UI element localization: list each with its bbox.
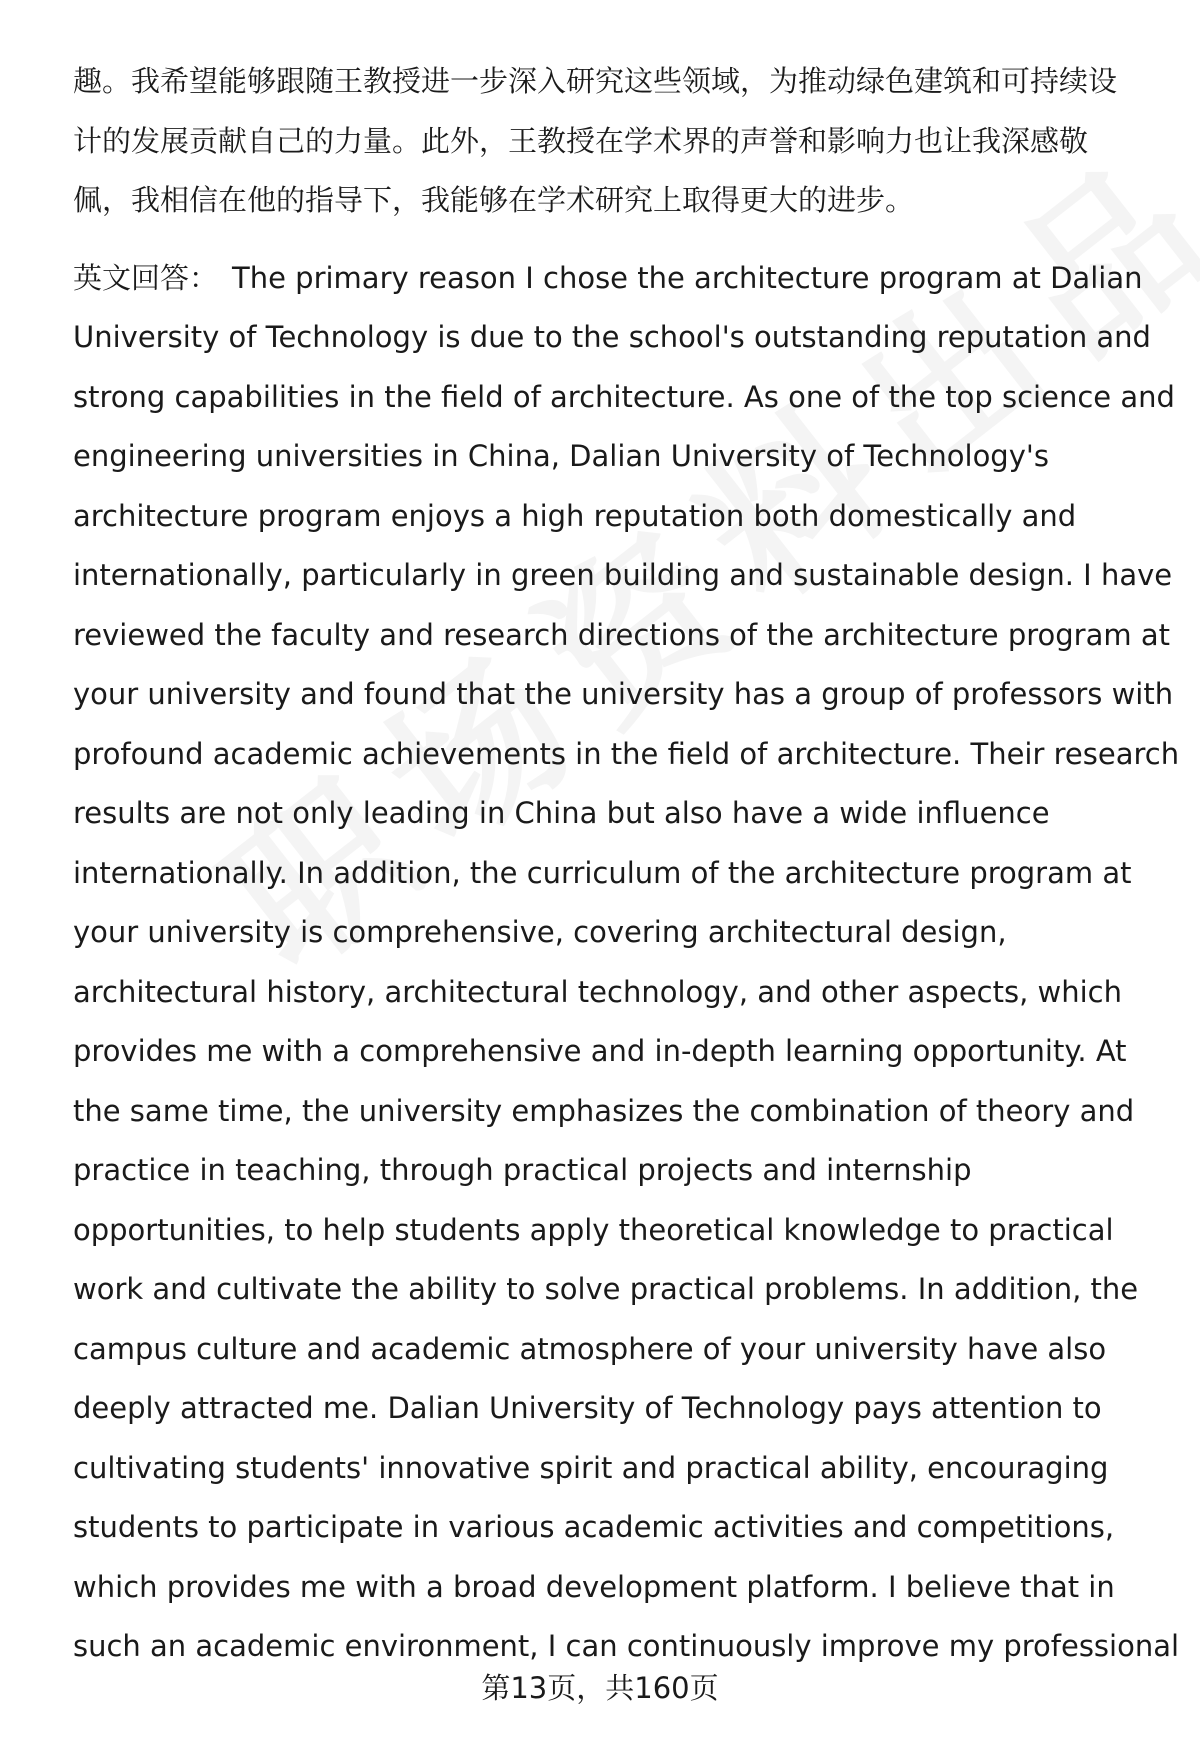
english-answer-label: 英文回答： bbox=[73, 260, 219, 295]
text-line: 计的发展贡献自己的力量。此外，王教授在学术界的声誉和影响力也让我深感敬 bbox=[73, 123, 1089, 158]
text-line: the same time, the university emphasizes the combination of theory and bbox=[73, 1093, 1135, 1128]
text-line: profound academic achievements in the field of architecture. Their research bbox=[73, 736, 1180, 771]
text-line: deeply attracted me. Dalian University of Technology pays attention to bbox=[73, 1391, 1102, 1425]
text-line: opportunities, to help students apply theoretical knowledge to practical bbox=[73, 1212, 1114, 1247]
english-paragraph bbox=[73, 249, 1180, 1677]
text-line: your university is comprehensive, covering architectural design, bbox=[73, 915, 1007, 949]
text-line: engineering universities in China, Dalian University of Technology's bbox=[73, 439, 1049, 473]
text-line: results are not only leading in China but also have a wide influence bbox=[73, 796, 1050, 830]
document-body bbox=[73, 52, 1180, 1677]
text-line: such an academic environment, I can continuously improve my professional bbox=[73, 1629, 1180, 1663]
text-line: 佩，我相信在他的指导下，我能够在学术研究上取得更大的进步。 bbox=[73, 183, 915, 217]
text-line: University of Technology is due to the school's outstanding reputation and bbox=[73, 320, 1151, 354]
text-line: practice in teaching, through practical projects and internship bbox=[73, 1153, 972, 1187]
text-line: strong capabilities in the field of architecture. As one of the top science and bbox=[73, 379, 1175, 414]
text-line: 趣。我希望能够跟随王教授进一步深入研究这些领域，为推动绿色建筑和可持续设 bbox=[73, 64, 1118, 98]
chinese-paragraph bbox=[73, 52, 1153, 231]
text-line: provides me with a comprehensive and in-depth learning opportunity. At bbox=[73, 1034, 1127, 1068]
text-line: work and cultivate the ability to solve practical problems. In addition, the bbox=[73, 1272, 1139, 1306]
text-line: your university and found that the university has a group of professors with bbox=[73, 677, 1174, 711]
text-line: architectural history, architectural technology, and other aspects, which bbox=[73, 974, 1122, 1009]
text-line-content: The primary reason I chose the architecture program at Dalian bbox=[232, 260, 1143, 295]
text-line: reviewed the faculty and research directions of the architecture program at bbox=[73, 617, 1170, 652]
text-line: internationally, particularly in green building and sustainable design. I have bbox=[73, 558, 1173, 592]
text-line: internationally. In addition, the curriculum of the architecture program at bbox=[73, 855, 1132, 890]
text-line: cultivating students' innovative spirit and practical ability, encouraging bbox=[73, 1450, 1109, 1485]
text-line: architecture program enjoys a high reputation both domestically and bbox=[73, 498, 1077, 533]
text-line bbox=[73, 249, 1153, 309]
text-line: campus culture and academic atmosphere of your university have also bbox=[73, 1331, 1107, 1366]
text-line: students to participate in various academic activities and competitions, bbox=[73, 1510, 1115, 1544]
text-line: which provides me with a broad development platform. I believe that in bbox=[73, 1569, 1115, 1604]
page-number-footer: 第13页，共160页 bbox=[481, 1671, 719, 1705]
